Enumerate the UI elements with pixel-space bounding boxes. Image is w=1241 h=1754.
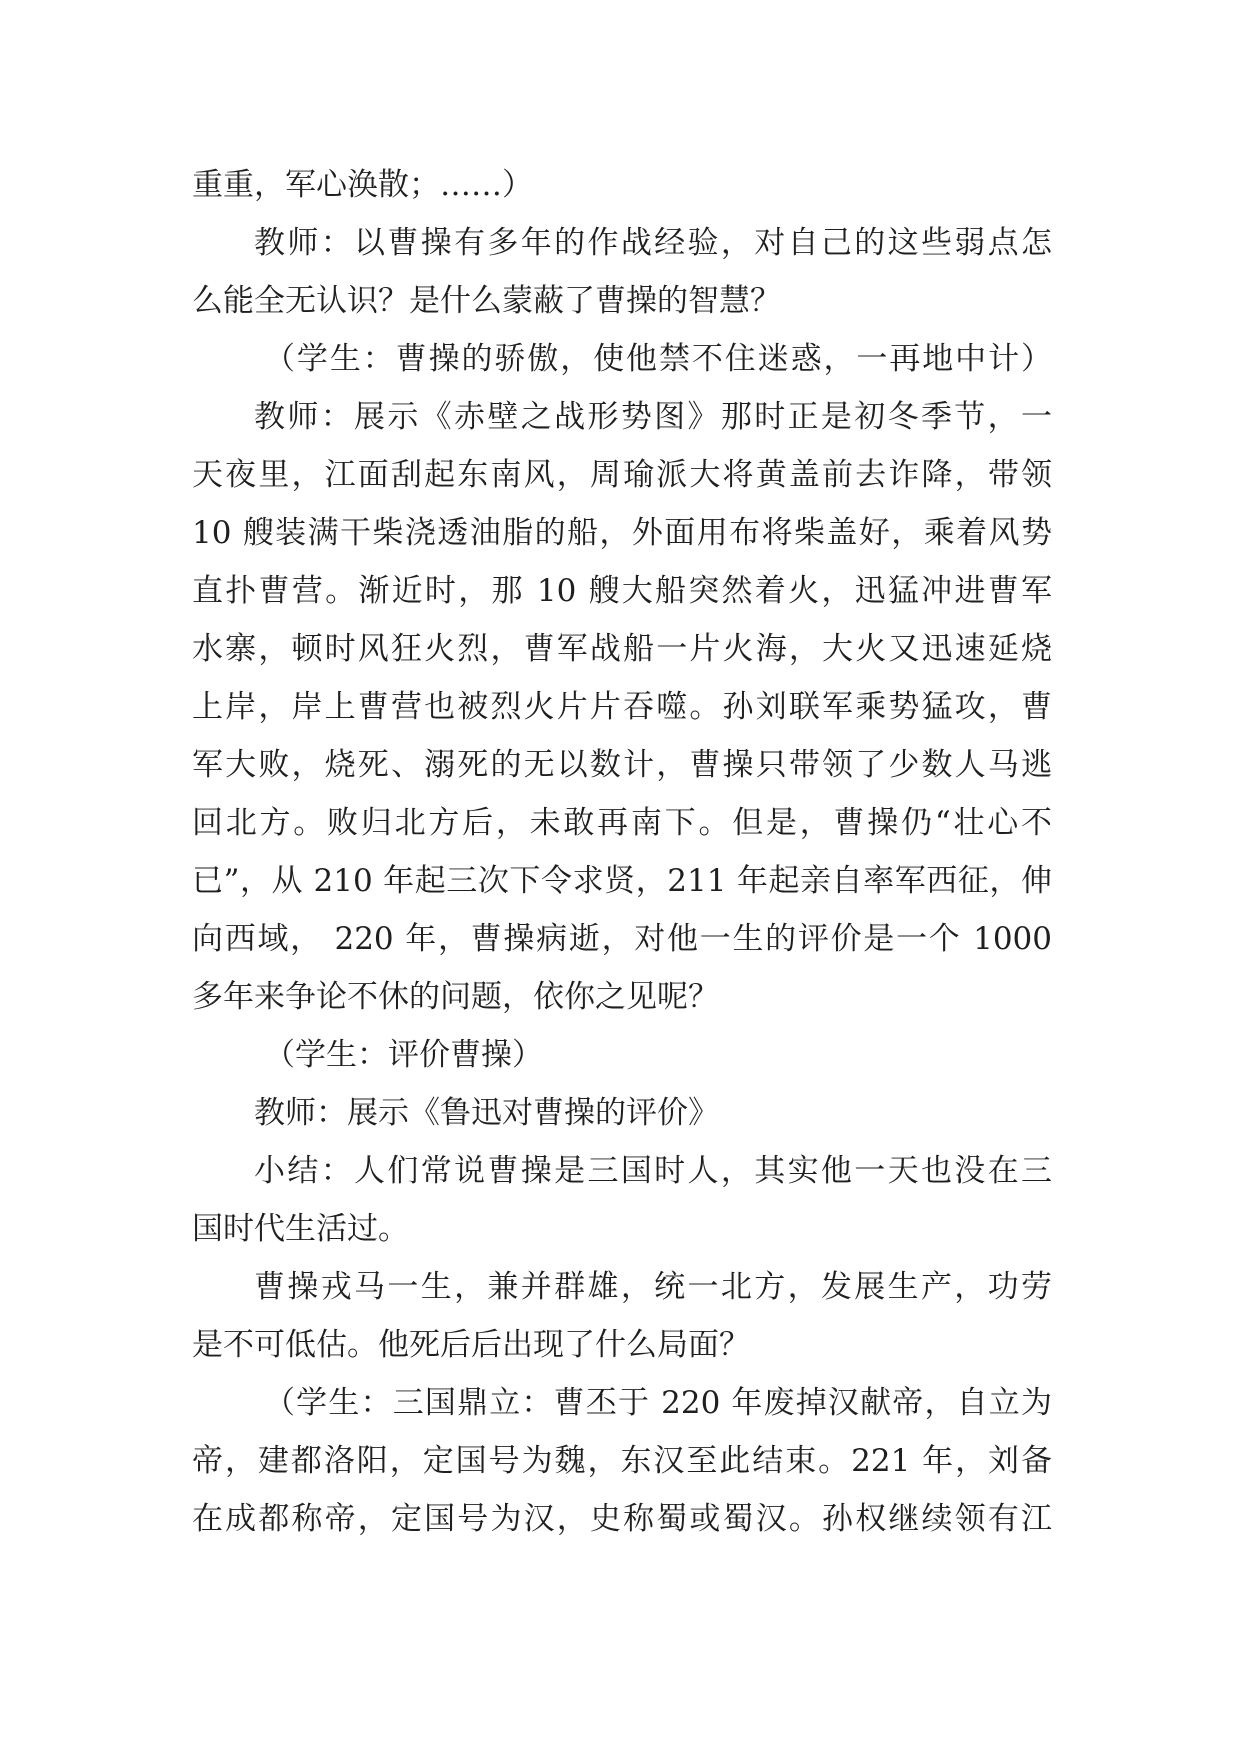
text-line: 军大败，烧死、溺死的无以数计，曹操只带领了少数人马逃: [192, 747, 1052, 783]
document-page: [192, 156, 1052, 1548]
text-line: 多年来争论不休的问题，依你之见呢？: [192, 979, 719, 1015]
text-line: 水寨，顿时风狂火烈，曹军战船一片火海，大火又迅速延烧: [192, 631, 1052, 667]
text-line: （学生：曹操的骄傲，使他禁不住迷惑，一再地中计）: [264, 341, 1052, 377]
text-line: 已”，从 210 年起三次下令求贤，211 年起亲自率军西征，伸: [192, 863, 1052, 899]
text-line: 教师：展示《赤壁之战形势图》那时正是初冬季节，一: [254, 399, 1052, 435]
text-line: 在成都称帝，定国号为汉，史称蜀或蜀汉。孙权继续领有江: [192, 1501, 1052, 1537]
text-line: （学生：评价曹操）: [264, 1037, 543, 1073]
text-line: 国时代生活过。: [192, 1211, 409, 1247]
text-line: 天夜里，江面刮起东南风，周瑜派大将黄盖前去诈降，带领: [192, 457, 1052, 493]
text-line: 直扑曹营。渐近时，那 10 艘大船突然着火，迅猛冲进曹军: [192, 573, 1052, 609]
text-line: 是不可低估。他死后后出现了什么局面？: [192, 1327, 750, 1363]
text-line: 重重，军心涣散；……）: [192, 167, 533, 203]
text-line: 帝，建都洛阳，定国号为魏，东汉至此结束。221 年，刘备: [192, 1443, 1052, 1479]
text-line: 小结：人们常说曹操是三国时人，其实他一天也没在三: [254, 1153, 1052, 1189]
text-line: 曹操戎马一生，兼并群雄，统一北方，发展生产，功劳: [254, 1269, 1052, 1305]
text-line: 教师：以曹操有多年的作战经验，对自己的这些弱点怎: [254, 225, 1052, 261]
text-line: 教师：展示《鲁迅对曹操的评价》: [254, 1095, 719, 1131]
text-line: （学生：三国鼎立：曹丕于 220 年废掉汉献帝，自立为: [264, 1385, 1052, 1421]
text-line: 么能全无认识？是什么蒙蔽了曹操的智慧？: [192, 283, 781, 319]
text-line: 10 艘装满干柴浇透油脂的船，外面用布将柴盖好，乘着风势: [192, 515, 1052, 551]
text-line: 回北方。败归北方后，未敢再南下。但是，曹操仍“壮心不: [192, 805, 1052, 841]
text-line: 向西域， 220 年，曹操病逝，对他一生的评价是一个 1000: [192, 921, 1052, 957]
text-line: 上岸，岸上曹营也被烈火片片吞噬。孙刘联军乘势猛攻，曹: [192, 689, 1052, 725]
